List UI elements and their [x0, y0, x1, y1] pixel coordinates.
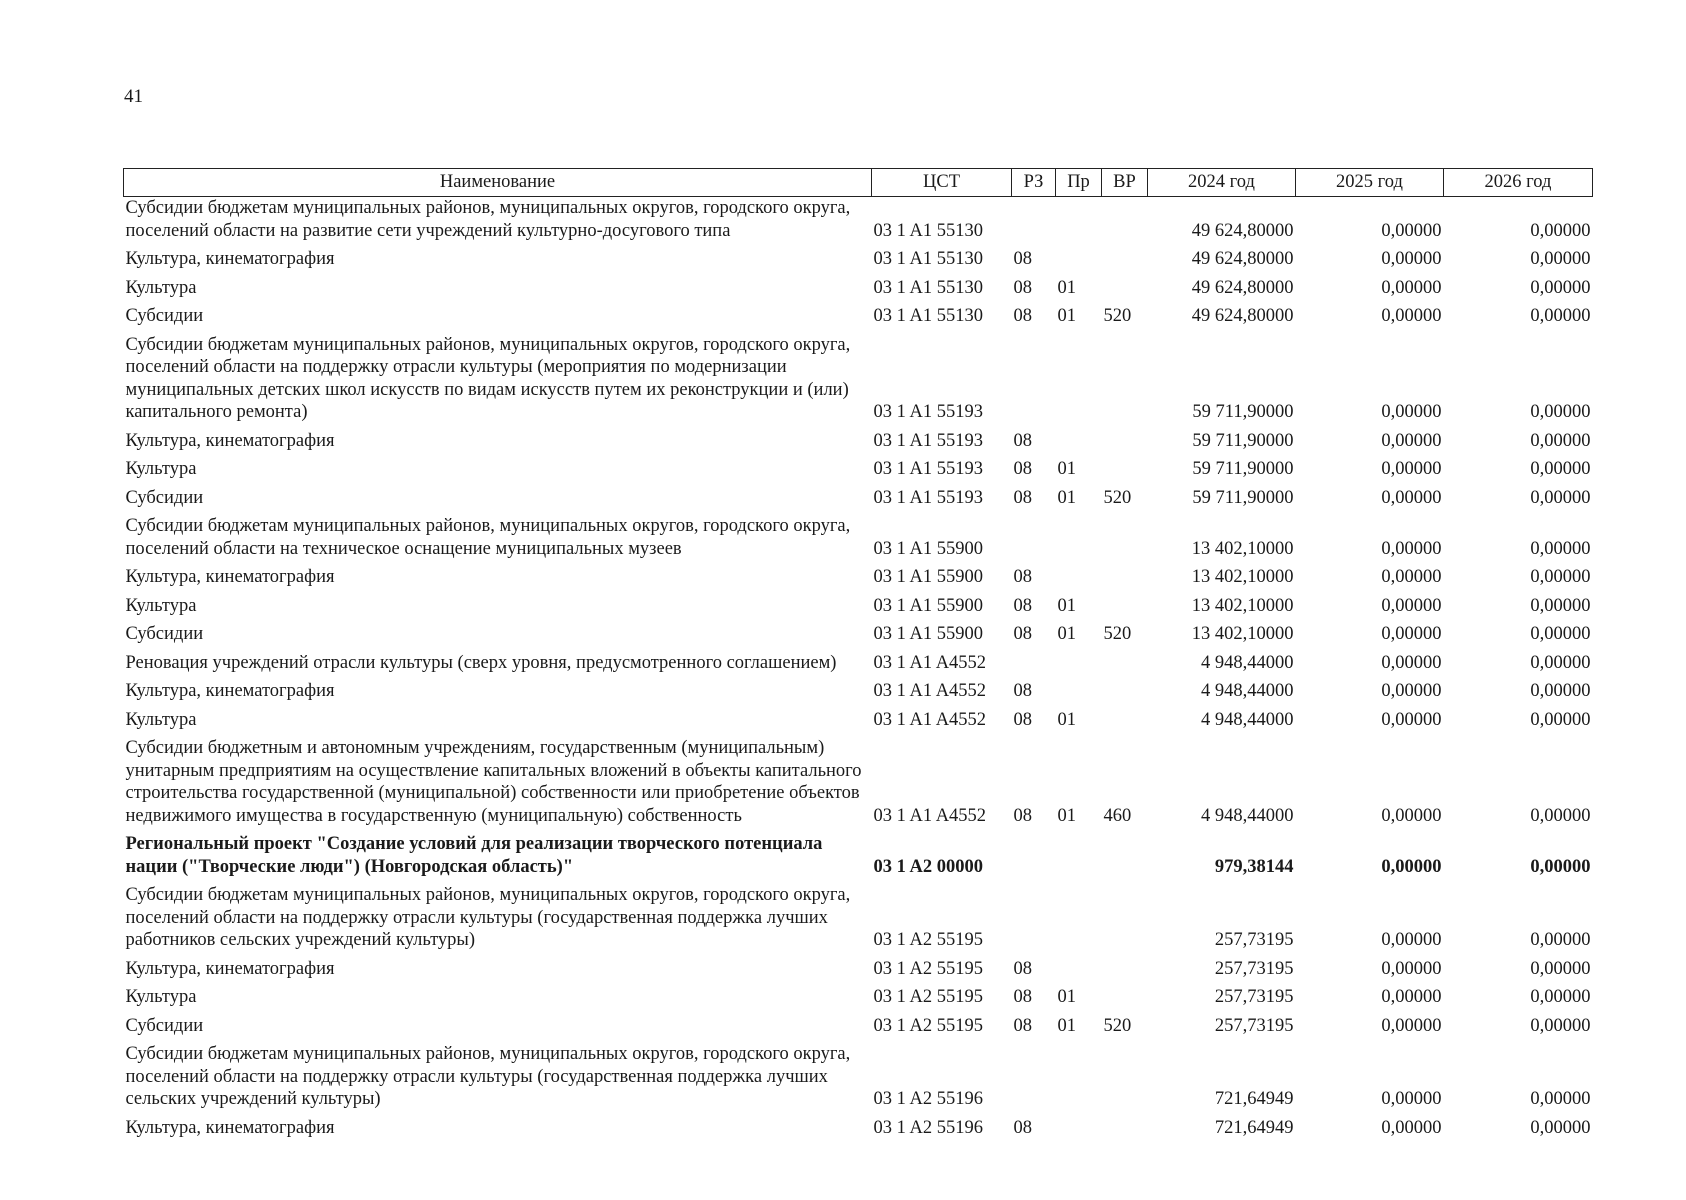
cell-name: Культура, кинематография	[125, 1117, 335, 1138]
cell-rz: 08	[1013, 595, 1032, 616]
table-row	[124, 589, 1593, 618]
cell-2026: 0,00000	[1530, 930, 1591, 950]
cell-pr: 01	[1057, 277, 1076, 298]
cell-name: Субсидии	[125, 487, 204, 508]
cell-vr	[1102, 1037, 1148, 1111]
cell-2024: 59 711,90000	[1192, 402, 1294, 422]
cell-vr	[1102, 674, 1148, 703]
cell-cst: 03 1 A1 55193	[873, 402, 983, 422]
cell-2025: 0,00000	[1381, 487, 1442, 508]
cell-2024: 4 948,44000	[1201, 709, 1294, 730]
table-row	[124, 878, 1593, 952]
cell-2026: 0,00000	[1530, 538, 1591, 559]
cell-2024: 13 402,10000	[1191, 567, 1294, 587]
table-row	[124, 509, 1593, 560]
cell-2024: 4 948,44000	[1201, 681, 1294, 701]
cell-2024: 59 711,90000	[1192, 430, 1294, 451]
cell-cst: 03 1 A1 55130	[873, 306, 983, 326]
cell-2025: 0,00000	[1381, 538, 1442, 559]
table-row	[124, 617, 1593, 646]
cell-name: Культура, кинематография	[125, 567, 335, 587]
cell-2026: 0,00000	[1530, 624, 1591, 644]
cell-rz: 08	[1013, 487, 1032, 508]
cell-vr	[1102, 452, 1148, 481]
cell-rz: 08	[1013, 1015, 1032, 1036]
cell-pr	[1056, 646, 1102, 675]
cell-2025: 0,00000	[1381, 430, 1442, 451]
cell-cst: 03 1 A1 55900	[873, 595, 983, 616]
cell-cst: 03 1 A1 55193	[873, 487, 983, 508]
cell-name: Субсидии	[125, 306, 204, 326]
header-pr: Пр	[1056, 169, 1102, 197]
cell-2024: 257,73195	[1214, 987, 1294, 1007]
cell-2025: 0,00000	[1381, 624, 1442, 644]
cell-name: Культура	[125, 987, 197, 1007]
cell-name: Культура	[125, 277, 197, 298]
cell-vr	[1102, 328, 1148, 424]
cell-2026: 0,00000	[1530, 306, 1591, 326]
cell-name: Культура, кинематография	[125, 249, 335, 269]
table-row	[124, 242, 1593, 271]
header-row	[124, 169, 1593, 197]
cell-name: Культура	[125, 709, 197, 730]
cell-2025: 0,00000	[1381, 1015, 1442, 1036]
cell-2026: 0,00000	[1530, 430, 1591, 451]
cell-cst: 03 1 A1 55900	[873, 624, 983, 644]
cell-rz: 08	[1013, 987, 1032, 1007]
cell-vr: 520	[1103, 624, 1132, 644]
cell-cst: 03 1 A1 55130	[873, 277, 983, 298]
cell-pr	[1056, 424, 1102, 453]
cell-rz	[1012, 509, 1056, 560]
cell-cst: 03 1 A1 55193	[873, 430, 983, 451]
cell-name: Культура, кинематография	[125, 958, 335, 979]
cell-2026: 0,00000	[1530, 958, 1591, 979]
cell-2026: 0,00000	[1530, 805, 1591, 826]
header-vr: ВР	[1102, 169, 1148, 197]
cell-2026: 0,00000	[1530, 487, 1591, 508]
cell-2026: 0,00000	[1530, 1089, 1591, 1109]
cell-pr	[1056, 674, 1102, 703]
cell-rz: 08	[1013, 306, 1032, 326]
cell-2025: 0,00000	[1381, 856, 1442, 877]
table-row	[124, 481, 1593, 510]
cell-rz	[1012, 197, 1056, 243]
cell-rz: 08	[1013, 567, 1032, 587]
cell-vr: 520	[1103, 306, 1132, 326]
cell-2024: 721,64949	[1214, 1089, 1294, 1109]
cell-pr: 01	[1057, 306, 1076, 326]
cell-vr	[1102, 424, 1148, 453]
header-2024: 2024 год	[1148, 169, 1296, 197]
table-row	[124, 424, 1593, 453]
cell-cst: 03 1 A2 55195	[873, 958, 983, 979]
cell-rz: 08	[1013, 681, 1032, 701]
cell-2026: 0,00000	[1530, 277, 1591, 298]
cell-2025: 0,00000	[1381, 567, 1442, 587]
cell-vr	[1102, 242, 1148, 271]
cell-name: Субсидии бюджетам муниципальных районов, муниципальных округов, городского округа, поселений области на поддержку отрасли культуры (государственная поддержка лучших работников сельских учреждений культуры)	[125, 885, 851, 950]
cell-vr	[1102, 827, 1148, 878]
cell-2025: 0,00000	[1381, 277, 1442, 298]
cell-name: Субсидии	[125, 1015, 204, 1036]
cell-name: Субсидии	[125, 624, 204, 644]
table-row	[124, 452, 1593, 481]
cell-pr	[1056, 560, 1102, 589]
cell-rz: 08	[1013, 430, 1032, 451]
cell-vr	[1102, 878, 1148, 952]
cell-pr	[1056, 1111, 1102, 1140]
cell-vr	[1102, 1111, 1148, 1140]
cell-cst: 03 1 A1 55130	[873, 220, 983, 241]
cell-pr: 01	[1057, 487, 1076, 508]
cell-2026: 0,00000	[1530, 220, 1591, 241]
header-cst: ЦСТ	[872, 169, 1012, 197]
cell-rz: 08	[1013, 958, 1032, 979]
cell-vr	[1102, 271, 1148, 300]
table-row	[124, 827, 1593, 878]
cell-name: Культура, кинематография	[125, 430, 335, 451]
cell-2024: 49 624,80000	[1191, 306, 1294, 326]
header-name: Наименование	[124, 169, 872, 197]
cell-pr: 01	[1057, 987, 1076, 1007]
cell-pr	[1056, 878, 1102, 952]
cell-2026: 0,00000	[1530, 987, 1591, 1007]
cell-pr	[1056, 328, 1102, 424]
cell-2026: 0,00000	[1530, 459, 1591, 479]
cell-name: Субсидии бюджетам муниципальных районов, муниципальных округов, городского округа, поселений области на поддержку отрасли культуры (мероприятия по модернизации муниципальных детских школ искусств по видам искусств путем их реконструкции и (или) капитального ремонта)	[125, 334, 851, 422]
cell-rz: 08	[1013, 709, 1032, 730]
cell-rz	[1012, 827, 1056, 878]
cell-2025: 0,00000	[1381, 402, 1442, 422]
table-body	[124, 197, 1593, 1140]
cell-2024: 13 402,10000	[1191, 595, 1294, 616]
table-row	[124, 560, 1593, 589]
cell-name: Субсидии бюджетам муниципальных районов, муниципальных округов, городского округа, поселений области на техническое оснащение муниципальных музеев	[125, 516, 851, 559]
cell-vr: 460	[1103, 805, 1132, 826]
cell-rz	[1012, 328, 1056, 424]
cell-name: Реновация учреждений отрасли культуры (сверх уровня, предусмотренного соглашением)	[125, 652, 837, 673]
header-rz: РЗ	[1012, 169, 1056, 197]
cell-name: Субсидии бюджетам муниципальных районов, муниципальных округов, городского округа, поселений области на развитие сети учреждений культурно-досугового типа	[125, 198, 851, 241]
cell-rz: 08	[1013, 249, 1032, 269]
cell-2026: 0,00000	[1530, 856, 1591, 877]
cell-2024: 4 948,44000	[1201, 652, 1294, 673]
table-row	[124, 703, 1593, 732]
header-2026: 2026 год	[1444, 169, 1593, 197]
cell-cst: 03 1 A2 55195	[873, 987, 983, 1007]
cell-rz: 08	[1013, 1117, 1032, 1138]
cell-2026: 0,00000	[1530, 249, 1591, 269]
cell-cst: 03 1 A2 55195	[873, 930, 983, 950]
cell-rz: 08	[1013, 277, 1032, 298]
page-number: 41	[124, 86, 143, 107]
cell-2024: 59 711,90000	[1192, 487, 1294, 508]
cell-2025: 0,00000	[1381, 595, 1442, 616]
cell-2024: 979,38144	[1214, 856, 1294, 877]
cell-2026: 0,00000	[1530, 652, 1591, 673]
cell-2025: 0,00000	[1381, 987, 1442, 1007]
table-row	[124, 674, 1593, 703]
header-2025: 2025 год	[1296, 169, 1444, 197]
cell-vr: 520	[1103, 1015, 1132, 1036]
cell-vr	[1102, 509, 1148, 560]
cell-2025: 0,00000	[1381, 1089, 1442, 1109]
cell-2024: 13 402,10000	[1191, 624, 1294, 644]
cell-name: Культура	[125, 595, 197, 616]
cell-vr	[1102, 646, 1148, 675]
cell-rz	[1012, 878, 1056, 952]
cell-2025: 0,00000	[1381, 459, 1442, 479]
cell-vr	[1102, 980, 1148, 1009]
cell-2024: 13 402,10000	[1191, 538, 1294, 559]
table-row	[124, 980, 1593, 1009]
cell-cst: 03 1 A1 A4552	[873, 709, 987, 730]
cell-cst: 03 1 A2 55196	[873, 1117, 983, 1138]
cell-2026: 0,00000	[1530, 1015, 1591, 1036]
cell-2025: 0,00000	[1381, 958, 1442, 979]
cell-cst: 03 1 A1 55193	[873, 459, 983, 479]
cell-pr: 01	[1057, 805, 1076, 826]
cell-rz	[1012, 646, 1056, 675]
cell-name: Региональный проект "Создание условий для реализации творческого потенциала нации ("Творческие люди") (Новгородская область)"	[125, 834, 823, 877]
cell-name: Субсидии бюджетам муниципальных районов, муниципальных округов, городского округа, поселений области на поддержку отрасли культуры (государственная поддержка лучших сельских учреждений культуры)	[125, 1044, 851, 1109]
cell-pr	[1056, 1037, 1102, 1111]
cell-2025: 0,00000	[1381, 681, 1442, 701]
cell-2024: 49 624,80000	[1191, 277, 1294, 298]
cell-name: Субсидии бюджетным и автономным учреждениям, государственным (муниципальным) унитарным предприятиям на осуществление капитальных вложений в объекты капитального строительства государственной (муниципальной) собственности или приобретение объектов недвижимого имущества в государственную (муниципальную) собственность	[125, 738, 862, 826]
cell-2025: 0,00000	[1381, 306, 1442, 326]
table-row	[124, 646, 1593, 675]
cell-rz: 08	[1013, 624, 1032, 644]
cell-pr	[1056, 197, 1102, 243]
cell-rz: 08	[1013, 459, 1032, 479]
cell-pr: 01	[1057, 624, 1076, 644]
budget-table	[123, 168, 1593, 1139]
cell-vr	[1102, 560, 1148, 589]
cell-pr: 01	[1057, 459, 1076, 479]
table-row	[124, 1037, 1593, 1111]
table-row	[124, 271, 1593, 300]
cell-2024: 4 948,44000	[1201, 805, 1294, 826]
cell-2024: 257,73195	[1214, 1015, 1294, 1036]
cell-2026: 0,00000	[1530, 1117, 1591, 1138]
table-row	[124, 328, 1593, 424]
cell-vr	[1102, 703, 1148, 732]
cell-pr	[1056, 242, 1102, 271]
cell-cst: 03 1 A1 A4552	[873, 681, 987, 701]
table-row	[124, 731, 1593, 827]
cell-vr	[1102, 197, 1148, 243]
cell-2025: 0,00000	[1381, 652, 1442, 673]
cell-name: Культура	[125, 459, 197, 479]
cell-2026: 0,00000	[1530, 709, 1591, 730]
cell-cst: 03 1 A1 A4552	[873, 805, 987, 826]
cell-rz	[1012, 1037, 1056, 1111]
cell-vr	[1102, 952, 1148, 981]
table-row	[124, 197, 1593, 243]
cell-2024: 257,73195	[1214, 930, 1294, 950]
table-row	[124, 299, 1593, 328]
cell-cst: 03 1 A1 55900	[873, 538, 983, 559]
cell-2026: 0,00000	[1530, 567, 1591, 587]
cell-cst: 03 1 A1 A4552	[873, 652, 987, 673]
cell-cst: 03 1 A1 55130	[873, 249, 983, 269]
cell-pr	[1056, 509, 1102, 560]
cell-2024: 257,73195	[1214, 958, 1294, 979]
cell-vr: 520	[1103, 487, 1132, 508]
cell-cst: 03 1 A1 55900	[873, 567, 983, 587]
cell-2025: 0,00000	[1381, 709, 1442, 730]
cell-2026: 0,00000	[1530, 402, 1591, 422]
cell-cst: 03 1 A2 55196	[873, 1089, 983, 1109]
cell-name: Культура, кинематография	[125, 681, 335, 701]
cell-pr	[1056, 827, 1102, 878]
cell-2025: 0,00000	[1381, 249, 1442, 269]
cell-2025: 0,00000	[1381, 220, 1442, 241]
cell-vr	[1102, 589, 1148, 618]
table-header	[124, 169, 1593, 197]
cell-cst: 03 1 A2 00000	[873, 856, 983, 877]
cell-2025: 0,00000	[1381, 930, 1442, 950]
cell-pr: 01	[1057, 709, 1076, 730]
cell-pr: 01	[1057, 1015, 1076, 1036]
table-row	[124, 1009, 1593, 1038]
cell-2025: 0,00000	[1381, 1117, 1442, 1138]
cell-2025: 0,00000	[1381, 805, 1442, 826]
cell-pr: 01	[1057, 595, 1076, 616]
cell-cst: 03 1 A2 55195	[873, 1015, 983, 1036]
cell-pr	[1056, 952, 1102, 981]
cell-rz: 08	[1013, 805, 1032, 826]
cell-2024: 49 624,80000	[1191, 249, 1294, 269]
cell-2024: 721,64949	[1214, 1117, 1294, 1138]
table-row	[124, 1111, 1593, 1140]
cell-2024: 59 711,90000	[1192, 459, 1294, 479]
table-row	[124, 952, 1593, 981]
cell-2026: 0,00000	[1530, 595, 1591, 616]
cell-2024: 49 624,80000	[1191, 220, 1294, 241]
cell-2026: 0,00000	[1530, 681, 1591, 701]
